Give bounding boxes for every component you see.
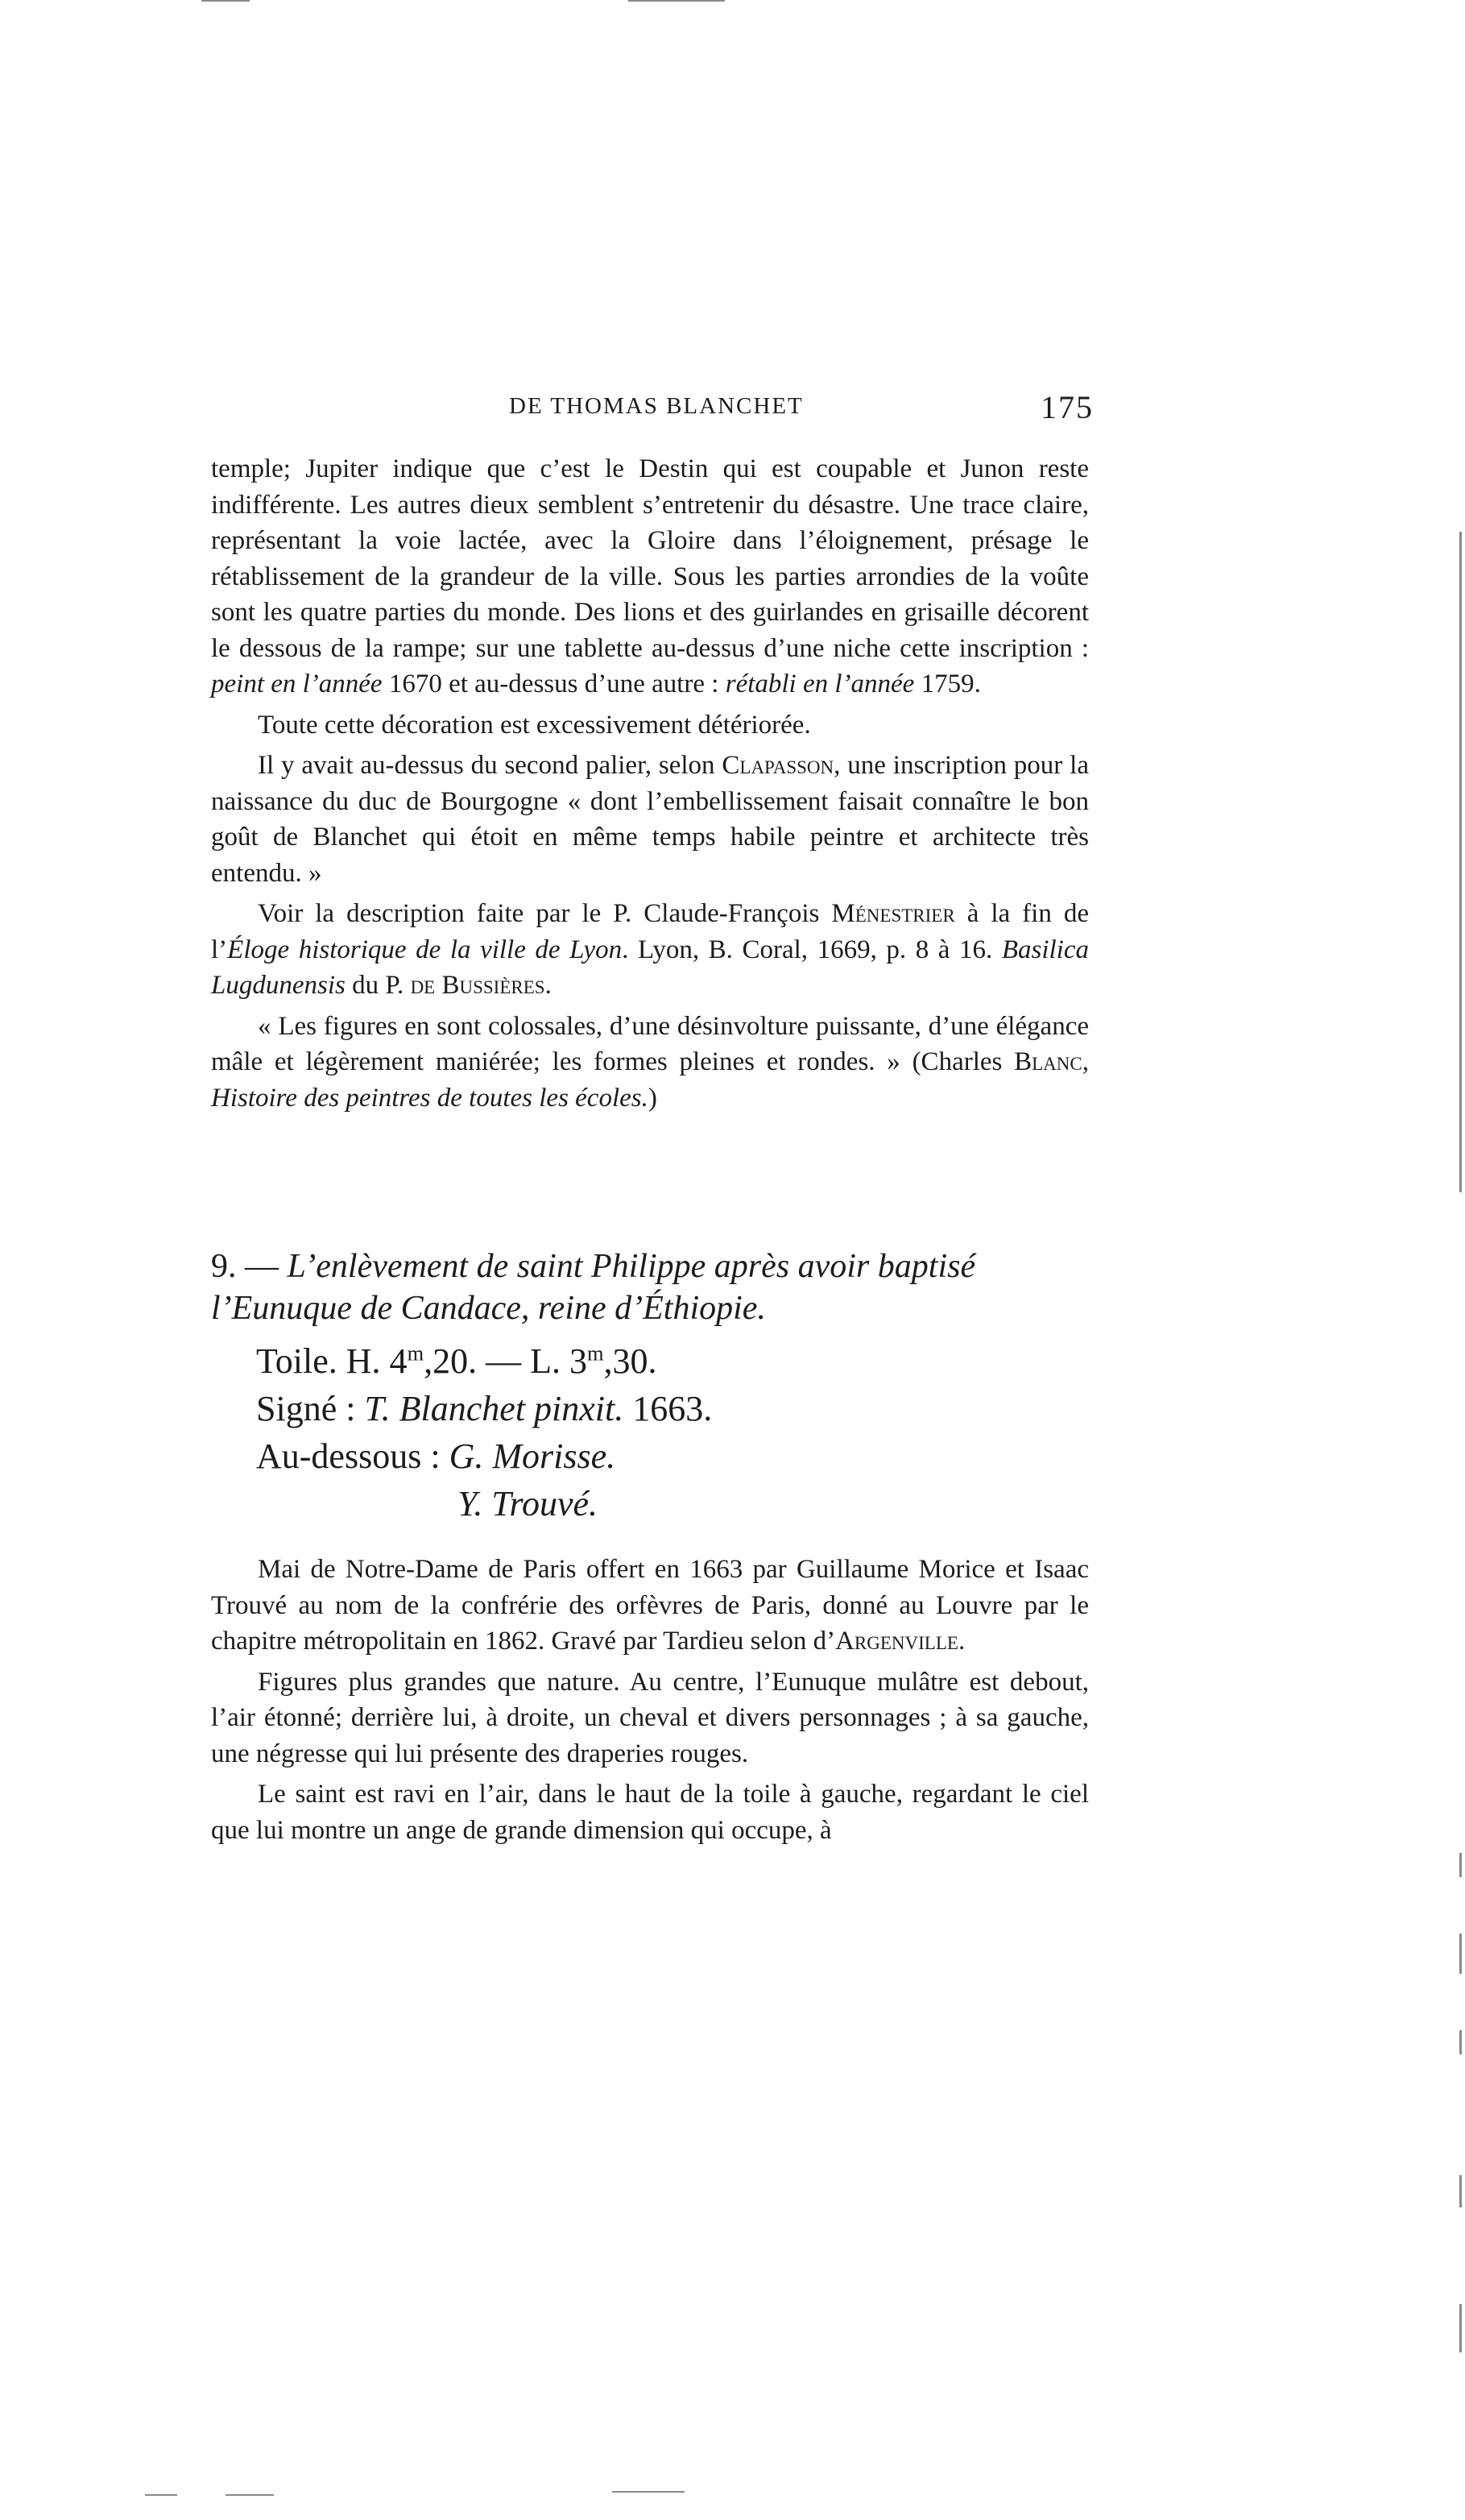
inscription-text: peint en l’année (211, 669, 383, 698)
scan-edge-mark (201, 0, 250, 2)
text-run: temple; Jupiter indique que c’est le Destin qui est coupable et Junon reste indifférente. Les autres dieux semblent s’entretenir du désastre. Une trace claire, représentant la voie lactée, avec la Gloire dans l’éloignement, présage le rétablissement de la grandeur de la ville. Sous les parties arrondies de la voûte sont les quatre parties du monde. Des lions et des guirlandes en grisaille décorent le dessous de la rampe; sur une tablette au-dessus d’une niche cette inscription : (211, 454, 1089, 663)
signature-line (256, 1385, 712, 1432)
author-name: Ménestrier (831, 899, 955, 928)
text-section-description (211, 451, 1089, 1116)
page-number: 175 (1041, 389, 1094, 425)
author-name: de Bussières (410, 971, 545, 1000)
entry-title: L’enlèvement de saint Philippe après avoir baptisé l’Eunuque de Candace, reine d’Éthiopie. (211, 1248, 976, 1327)
author-name: Clapasson (722, 751, 834, 780)
author-name: Blanc (1014, 1047, 1082, 1076)
text-run: 1670 et au-dessus d’une autre : (382, 669, 726, 698)
text-run: ,30. (603, 1341, 657, 1381)
painting-details (256, 1337, 712, 1527)
running-title: DE THOMAS BLANCHET (509, 393, 804, 419)
text-run: Voir la description faite par le P. Claude-François (258, 899, 832, 928)
signature-text: G. Morisse. (449, 1436, 616, 1476)
below-line (256, 1432, 712, 1480)
unit-superscript: m (407, 1341, 424, 1366)
text-run: « Les figures en sont colossales, d’une désinvolture puissante, d’une élégance mâle et légèrement maniérée; les formes pleines et rondes. » (Charles (211, 1011, 1089, 1076)
scan-edge-mark (1459, 2175, 1462, 2207)
paragraph (211, 896, 1089, 1004)
entry-heading (211, 1245, 1089, 1329)
text-run: Il y avait au-dessus du second palier, selon (258, 751, 722, 780)
book-title: Basilica Lugdunensis (211, 935, 1089, 1000)
inscription-text: rétabli en l’année (725, 669, 915, 698)
unit-superscript: m (586, 1341, 604, 1366)
scan-edge-mark (628, 0, 725, 2)
text-run: Mai de Notre-Dame de Paris offert en 1663 par Guillaume Morice et Isaac Trouvé au nom de la confrérie des orfèvres de Paris, donné au Louvre par le chapitre métropolitain en 1862. Gravé par Tardieu selon d’ (211, 1555, 1089, 1656)
paragraph (211, 451, 1089, 703)
text-run: ,20. — L. 3 (424, 1341, 587, 1381)
scan-edge-mark (145, 2494, 177, 2496)
text-run: . (544, 971, 552, 1000)
book-title: Éloge historique de la ville de Lyon (227, 935, 623, 964)
text-run: Toile. H. 4 (256, 1341, 408, 1381)
text-run: 1759. (914, 669, 981, 698)
paragraph (211, 748, 1089, 891)
author-name: Argenville (835, 1627, 958, 1656)
scan-edge-mark (226, 2494, 274, 2496)
text-run: 1663. (623, 1389, 713, 1428)
text-run: Au-dessous : (256, 1436, 449, 1476)
text-run: . (958, 1627, 966, 1656)
signature-text: T. Blanchet pinxit. (364, 1389, 624, 1428)
book-title: Histoire des peintres de toutes les écoles. (211, 1083, 648, 1113)
second-signature-line: Y. Trouvé. (457, 1484, 598, 1523)
text-run: Signé : (256, 1389, 365, 1428)
dimensions-line (256, 1337, 712, 1385)
scan-edge-mark (1459, 532, 1462, 1192)
text-run: du P. (345, 971, 411, 1000)
paragraph (211, 1552, 1089, 1660)
scan-edge-mark (1459, 2030, 1462, 2054)
text-run: à la fin de l’ (211, 899, 1089, 964)
text-run: . Lyon, B. Coral, 1669, p. 8 à 16. (622, 935, 1002, 964)
paragraph (211, 1009, 1089, 1117)
text-run: , (1082, 1047, 1089, 1076)
entry-number: 9. — (211, 1248, 288, 1285)
scan-edge-mark (1459, 2304, 1462, 2352)
running-header (211, 388, 1097, 437)
scan-edge-mark (1459, 1853, 1462, 1877)
scan-edge-mark (1459, 1934, 1462, 1974)
text-section-entry (211, 1552, 1089, 1848)
paragraph: Toute cette décoration est excessivement détériorée. (258, 710, 811, 740)
scan-edge-mark (612, 2491, 685, 2493)
text-run: , une inscription pour la naissance du duc de Bourgogne « dont l’embellissement faisait connaître le bon goût de Blanchet qui étoit en même temps habile peintre et architecte très entendu. » (211, 751, 1089, 888)
paragraph: Figures plus grandes que nature. Au centre, l’Eunuque mulâtre est debout, l’air étonné; derrière lui, à droite, un cheval et divers personnages ; à sa gauche, une négresse qui lui présente des draperies rouges. (211, 1667, 1089, 1768)
paragraph: Le saint est ravi en l’air, dans le haut de la toile à gauche, regardant le ciel que lui montre un ange de grande dimension qui occupe, à (211, 1780, 1089, 1845)
text-run: ) (648, 1083, 657, 1113)
